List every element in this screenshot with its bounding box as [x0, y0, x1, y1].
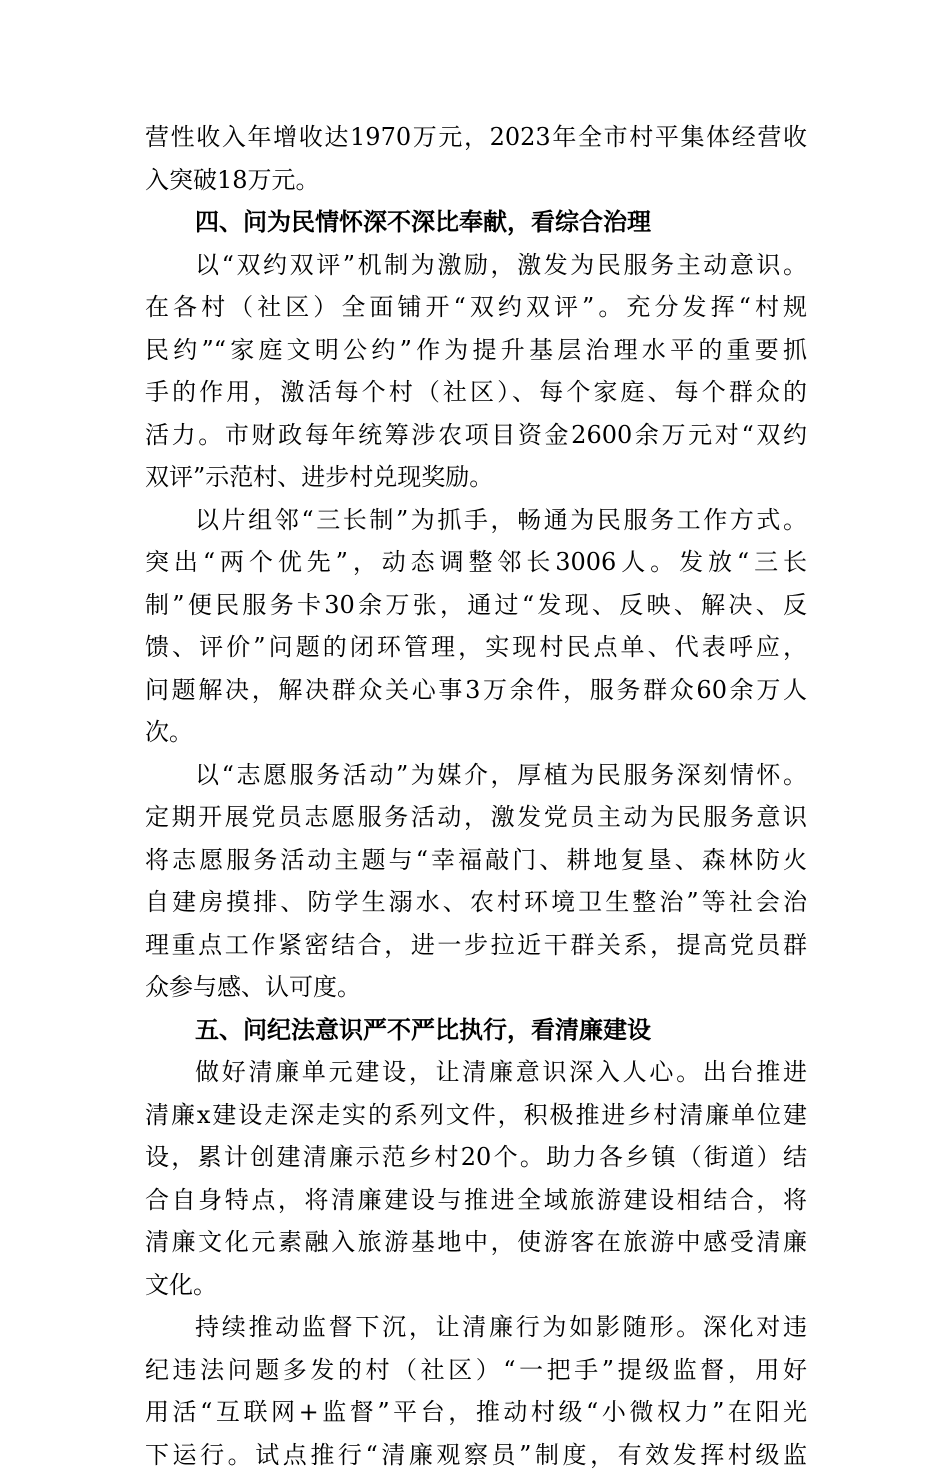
body-line: 设，累计创建清廉示范乡村20个。助力各乡镇（街道）结: [145, 1136, 807, 1179]
body-line: 活力。市财政每年统筹涉农项目资金2600余万元对“双约: [145, 414, 807, 457]
paragraph-first-line: 持续推动监督下沉，让清廉行为如影随形。深化对违: [145, 1306, 807, 1349]
body-line: 问题解决，解决群众关心事3万余件，服务群众60余万人: [145, 669, 807, 712]
body-line: 馈、评价”问题的闭环管理，实现村民点单、代表呼应，: [145, 626, 807, 669]
body-line: 在各村（社区）全面铺开“双约双评”。充分发挥“村规: [145, 286, 807, 329]
body-line: 营性收入年增收达1970万元，2023年全市村平集体经营收: [145, 116, 807, 159]
body-line: 双评”示范村、进步村兑现奖励。: [145, 456, 807, 499]
paragraph-first-line: 做好清廉单元建设，让清廉意识深入人心。出台推进: [145, 1051, 807, 1094]
body-line: 突出“两个优先”，动态调整邻长3006人。发放“三长: [145, 541, 807, 584]
body-line: 合自身特点，将清廉建设与推进全域旅游建设相结合，将: [145, 1179, 807, 1222]
section-heading: 五、问纪法意识严不严比执行，看清廉建设: [145, 1009, 807, 1052]
body-line: 清廉文化元素融入旅游基地中，使游客在旅游中感受清廉: [145, 1221, 807, 1264]
body-line: 纪违法问题多发的村（社区）“一把手”提级监督，用好: [145, 1349, 807, 1392]
body-line: 文化。: [145, 1264, 807, 1307]
body-line: 自建房摸排、防学生溺水、农村环境卫生整治”等社会治: [145, 881, 807, 924]
paragraph-first-line: 以片组邻“三长制”为抓手，畅通为民服务工作方式。: [145, 499, 807, 542]
section-heading: 四、问为民情怀深不深比奉献，看综合治理: [145, 201, 807, 244]
body-line: 将志愿服务活动主题与“幸福敲门、耕地复垦、森林防火: [145, 839, 807, 882]
body-line: 手的作用，激活每个村（社区）、每个家庭、每个群众的: [145, 371, 807, 414]
body-line: 众参与感、认可度。: [145, 966, 807, 1009]
body-line: 民约”“家庭文明公约”作为提升基层治理水平的重要抓: [145, 329, 807, 372]
body-line: 理重点工作紧密结合，进一步拉近干群关系，提高党员群: [145, 924, 807, 967]
body-line: 下运行。试点推行“清廉观察员”制度，有效发挥村级监: [145, 1434, 807, 1476]
body-line: 清廉x建设走深走实的系列文件，积极推进乡村清廉单位建: [145, 1094, 807, 1137]
body-line: 定期开展党员志愿服务活动，激发党员主动为民服务意识: [145, 796, 807, 839]
body-line: 用活“互联网+监督”平台，推动村级“小微权力”在阳光: [145, 1391, 807, 1434]
body-line: 次。: [145, 711, 807, 754]
paragraph-first-line: 以“双约双评”机制为激励，激发为民服务主动意识。: [145, 244, 807, 287]
paragraph-first-line: 以“志愿服务活动”为媒介，厚植为民服务深刻情怀。: [145, 754, 807, 797]
document-page: [145, 116, 807, 1476]
body-line: 入突破18万元。: [145, 159, 807, 202]
body-line: 制”便民服务卡30余万张，通过“发现、反映、解决、反: [145, 584, 807, 627]
